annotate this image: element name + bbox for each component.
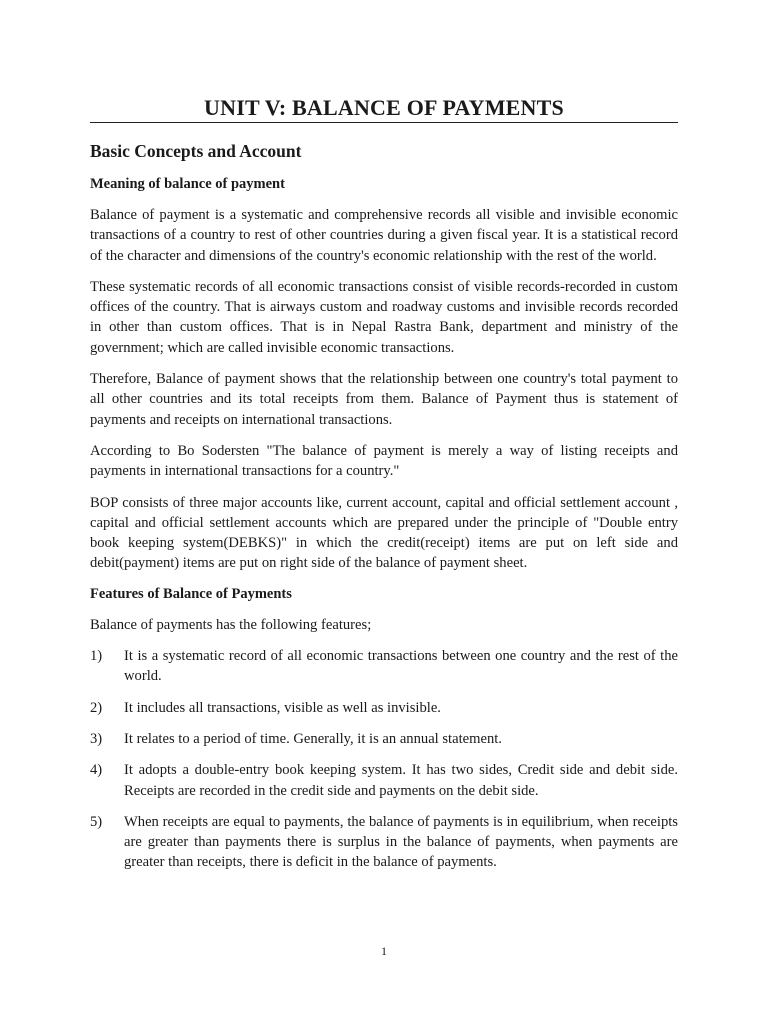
features-list: [90, 646, 678, 873]
features-intro: Balance of payments has the following features;: [90, 616, 372, 633]
list-item: [90, 729, 678, 749]
list-item: [90, 646, 678, 687]
page-title: UNIT V: BALANCE OF PAYMENTS: [204, 95, 564, 120]
list-item-text: It includes all transactions, visible as well as invisible.: [124, 699, 441, 716]
paragraph: Balance of payment is a systematic and comprehensive records all visible and invisible economic transactions of a country to rest of other countries during a given fiscal year. It is a statistical record of the character and dimensions of the country's economic relationship with the rest of the world.: [90, 207, 678, 264]
paragraph: According to Bo Sodersten "The balance of payment is merely a way of listing receipts and payments in international transactions for a country.": [90, 442, 678, 480]
list-number: 2): [90, 699, 103, 716]
page-number: 1: [381, 944, 387, 958]
list-item-text: It is a systematic record of all economic transactions between one country and the rest of the world.: [124, 648, 678, 685]
list-number: 4): [90, 762, 103, 779]
paragraph: Therefore, Balance of payment shows that the relationship between one country's total payment to all other countries and its total receipts from them. Balance of Payment thus is statement of payments and receipts on international transactions.: [90, 371, 678, 428]
features-heading: Features of Balance of Payments: [90, 585, 292, 602]
section-heading: Basic Concepts and Account: [90, 141, 302, 161]
list-item-text: It adopts a double-entry book keeping system. It has two sides, Credit side and debit side. Receipts are recorded in the credit side and payments on the debit side.: [124, 762, 678, 799]
list-item-text: It relates to a period of time. Generally, it is an annual statement.: [124, 730, 502, 747]
list-number: 3): [90, 730, 103, 747]
list-item-text: When receipts are equal to payments, the balance of payments is in equilibrium, when receipts are greater than payments there is surplus in the balance of payments, when payments are greater than receipts, there is deficit in the balance of payments.: [124, 813, 678, 871]
subheading-meaning: Meaning of balance of payment: [90, 176, 285, 192]
list-item: [90, 698, 678, 718]
list-item: [90, 812, 678, 873]
document-page: [90, 0, 678, 873]
list-item: [90, 760, 678, 801]
list-number: 1): [90, 648, 103, 665]
paragraph: These systematic records of all economic transactions consist of visible records-recorded in custom offices of the country. That is airways custom and roadway customs and invisible records recorded in other than custom offices. That is in Nepal Rastra Bank, department and ministry of the government; which are called invisible economic transactions.: [90, 278, 678, 356]
title-underline: [90, 122, 678, 123]
paragraph: BOP consists of three major accounts like, current account, capital and official settlement account , capital and official settlement accounts which are prepared under the principle of "Double entry book keeping system(DEBKS)" in which the credit(receipt) items are put on left side and debit(payment) items are put on right side of the balance of payment sheet.: [90, 494, 678, 572]
list-number: 5): [90, 813, 103, 830]
